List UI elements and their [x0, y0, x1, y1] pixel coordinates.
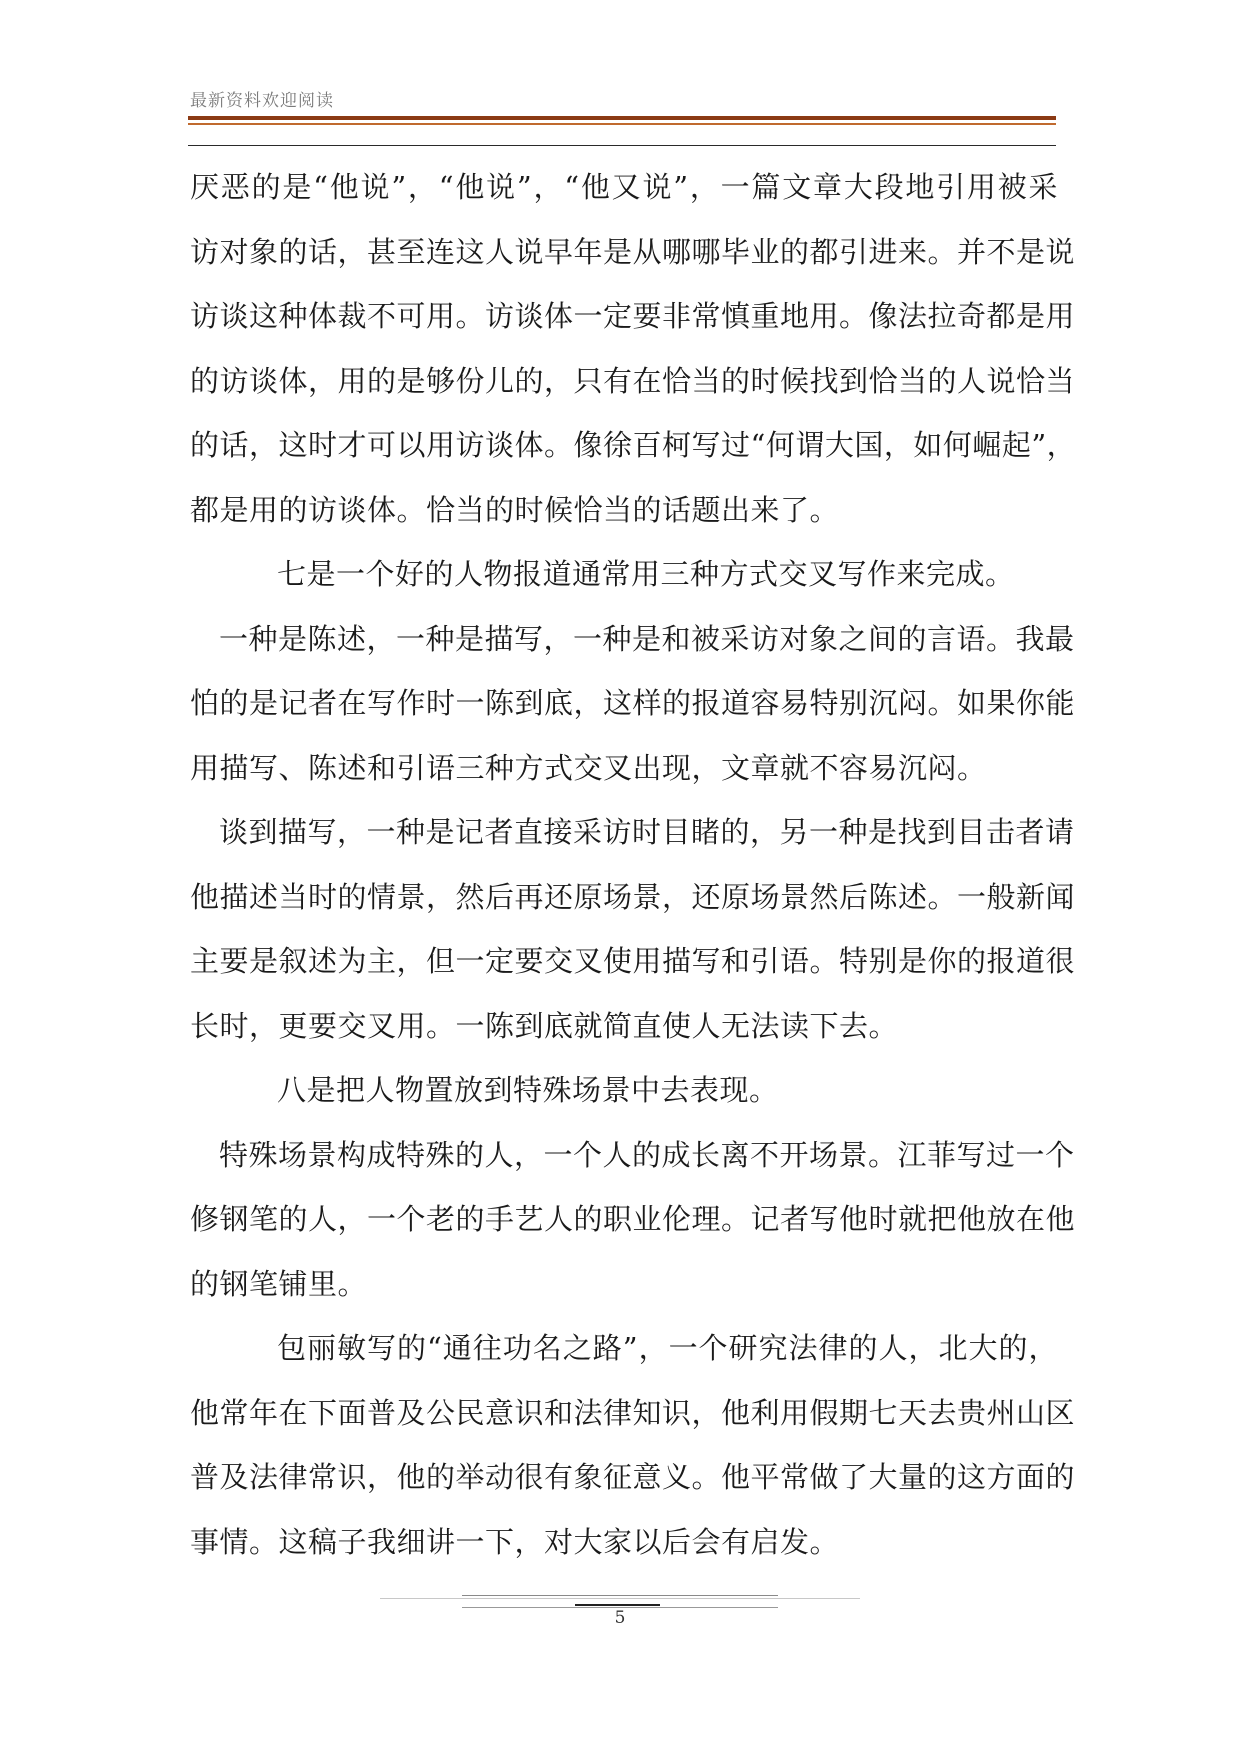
header-rule-accent	[188, 123, 1056, 125]
text-line: 的访谈体，用的是够份儿的，只有在恰当的时候找到恰当的人说恰当	[190, 363, 1076, 398]
document-body	[190, 155, 1077, 1574]
header-rule-thick	[188, 116, 1056, 120]
text-line: 的话，这时才可以用访谈体。像徐百柯写过“何谓大国，如何崛起”，	[190, 428, 1077, 462]
text-line: 事情。这稿子我细讲一下，对大家以后会有启发。	[190, 1524, 840, 1559]
text-line: 主要是叙述为主，但一定要交叉使用描写和引语。特别是你的报道很	[190, 944, 1076, 978]
text-line: 怕的是记者在写作时一陈到底，这样的报道容易特别沉闷。如果你能	[190, 686, 1076, 720]
footer-rule-center	[575, 1604, 660, 1606]
text-line: 访对象的话，甚至连这人说早年是从哪哪毕业的都引进来。并不是说	[190, 234, 1076, 269]
text-line: 谈到描写，一种是记者直接采访时目睹的，另一种是找到目击者请	[219, 815, 1075, 849]
text-line: 长时，更要交叉用。一陈到底就简直使人无法读下去。	[190, 1008, 899, 1043]
text-line: 修钢笔的人，一个老的手艺人的职业伦理。记者写他时就把他放在他	[190, 1202, 1076, 1236]
text-line: 的钢笔铺里。	[190, 1266, 368, 1301]
footer-rule-wide	[380, 1598, 860, 1599]
text-line: 访谈这种体裁不可用。访谈体一定要非常慎重地用。像法拉奇都是用	[190, 299, 1076, 333]
text-line: 都是用的访谈体。恰当的时候恰当的话题出来了。	[190, 492, 840, 527]
text-line: 厌恶的是“他说”，“他说”，“他又说”，一篇文章大段地引用被采	[190, 170, 1058, 204]
page-header: 最新资料欢迎阅读	[190, 91, 334, 111]
text-line: 用描写、陈述和引语三种方式交叉出现，文章就不容易沉闷。	[190, 750, 987, 785]
text-line: 普及法律常识，他的举动很有象征意义。他平常做了大量的这方面的	[190, 1460, 1076, 1494]
text-line: 包丽敏写的“通往功名之路”，一个研究法律的人，北大的，	[277, 1331, 1058, 1365]
text-line: 特殊场景构成特殊的人，一个人的成长离不开场景。江菲写过一个	[219, 1137, 1075, 1172]
section-heading: 七是一个好的人物报道通常用三种方式交叉写作来完成。	[277, 557, 1015, 591]
text-line: 他常年在下面普及公民意识和法律知识，他利用假期七天去贵州山区	[190, 1395, 1076, 1430]
text-line: 一种是陈述，一种是描写，一种是和被采访对象之间的言语。我最	[219, 621, 1075, 656]
footer-rule-top	[462, 1595, 778, 1596]
header-rule-thin	[188, 145, 1056, 146]
section-heading: 八是把人物置放到特殊场景中去表现。	[277, 1073, 779, 1107]
page-number: 5	[614, 1608, 626, 1628]
text-line: 他描述当时的情景，然后再还原场景，还原场景然后陈述。一般新闻	[190, 879, 1076, 914]
